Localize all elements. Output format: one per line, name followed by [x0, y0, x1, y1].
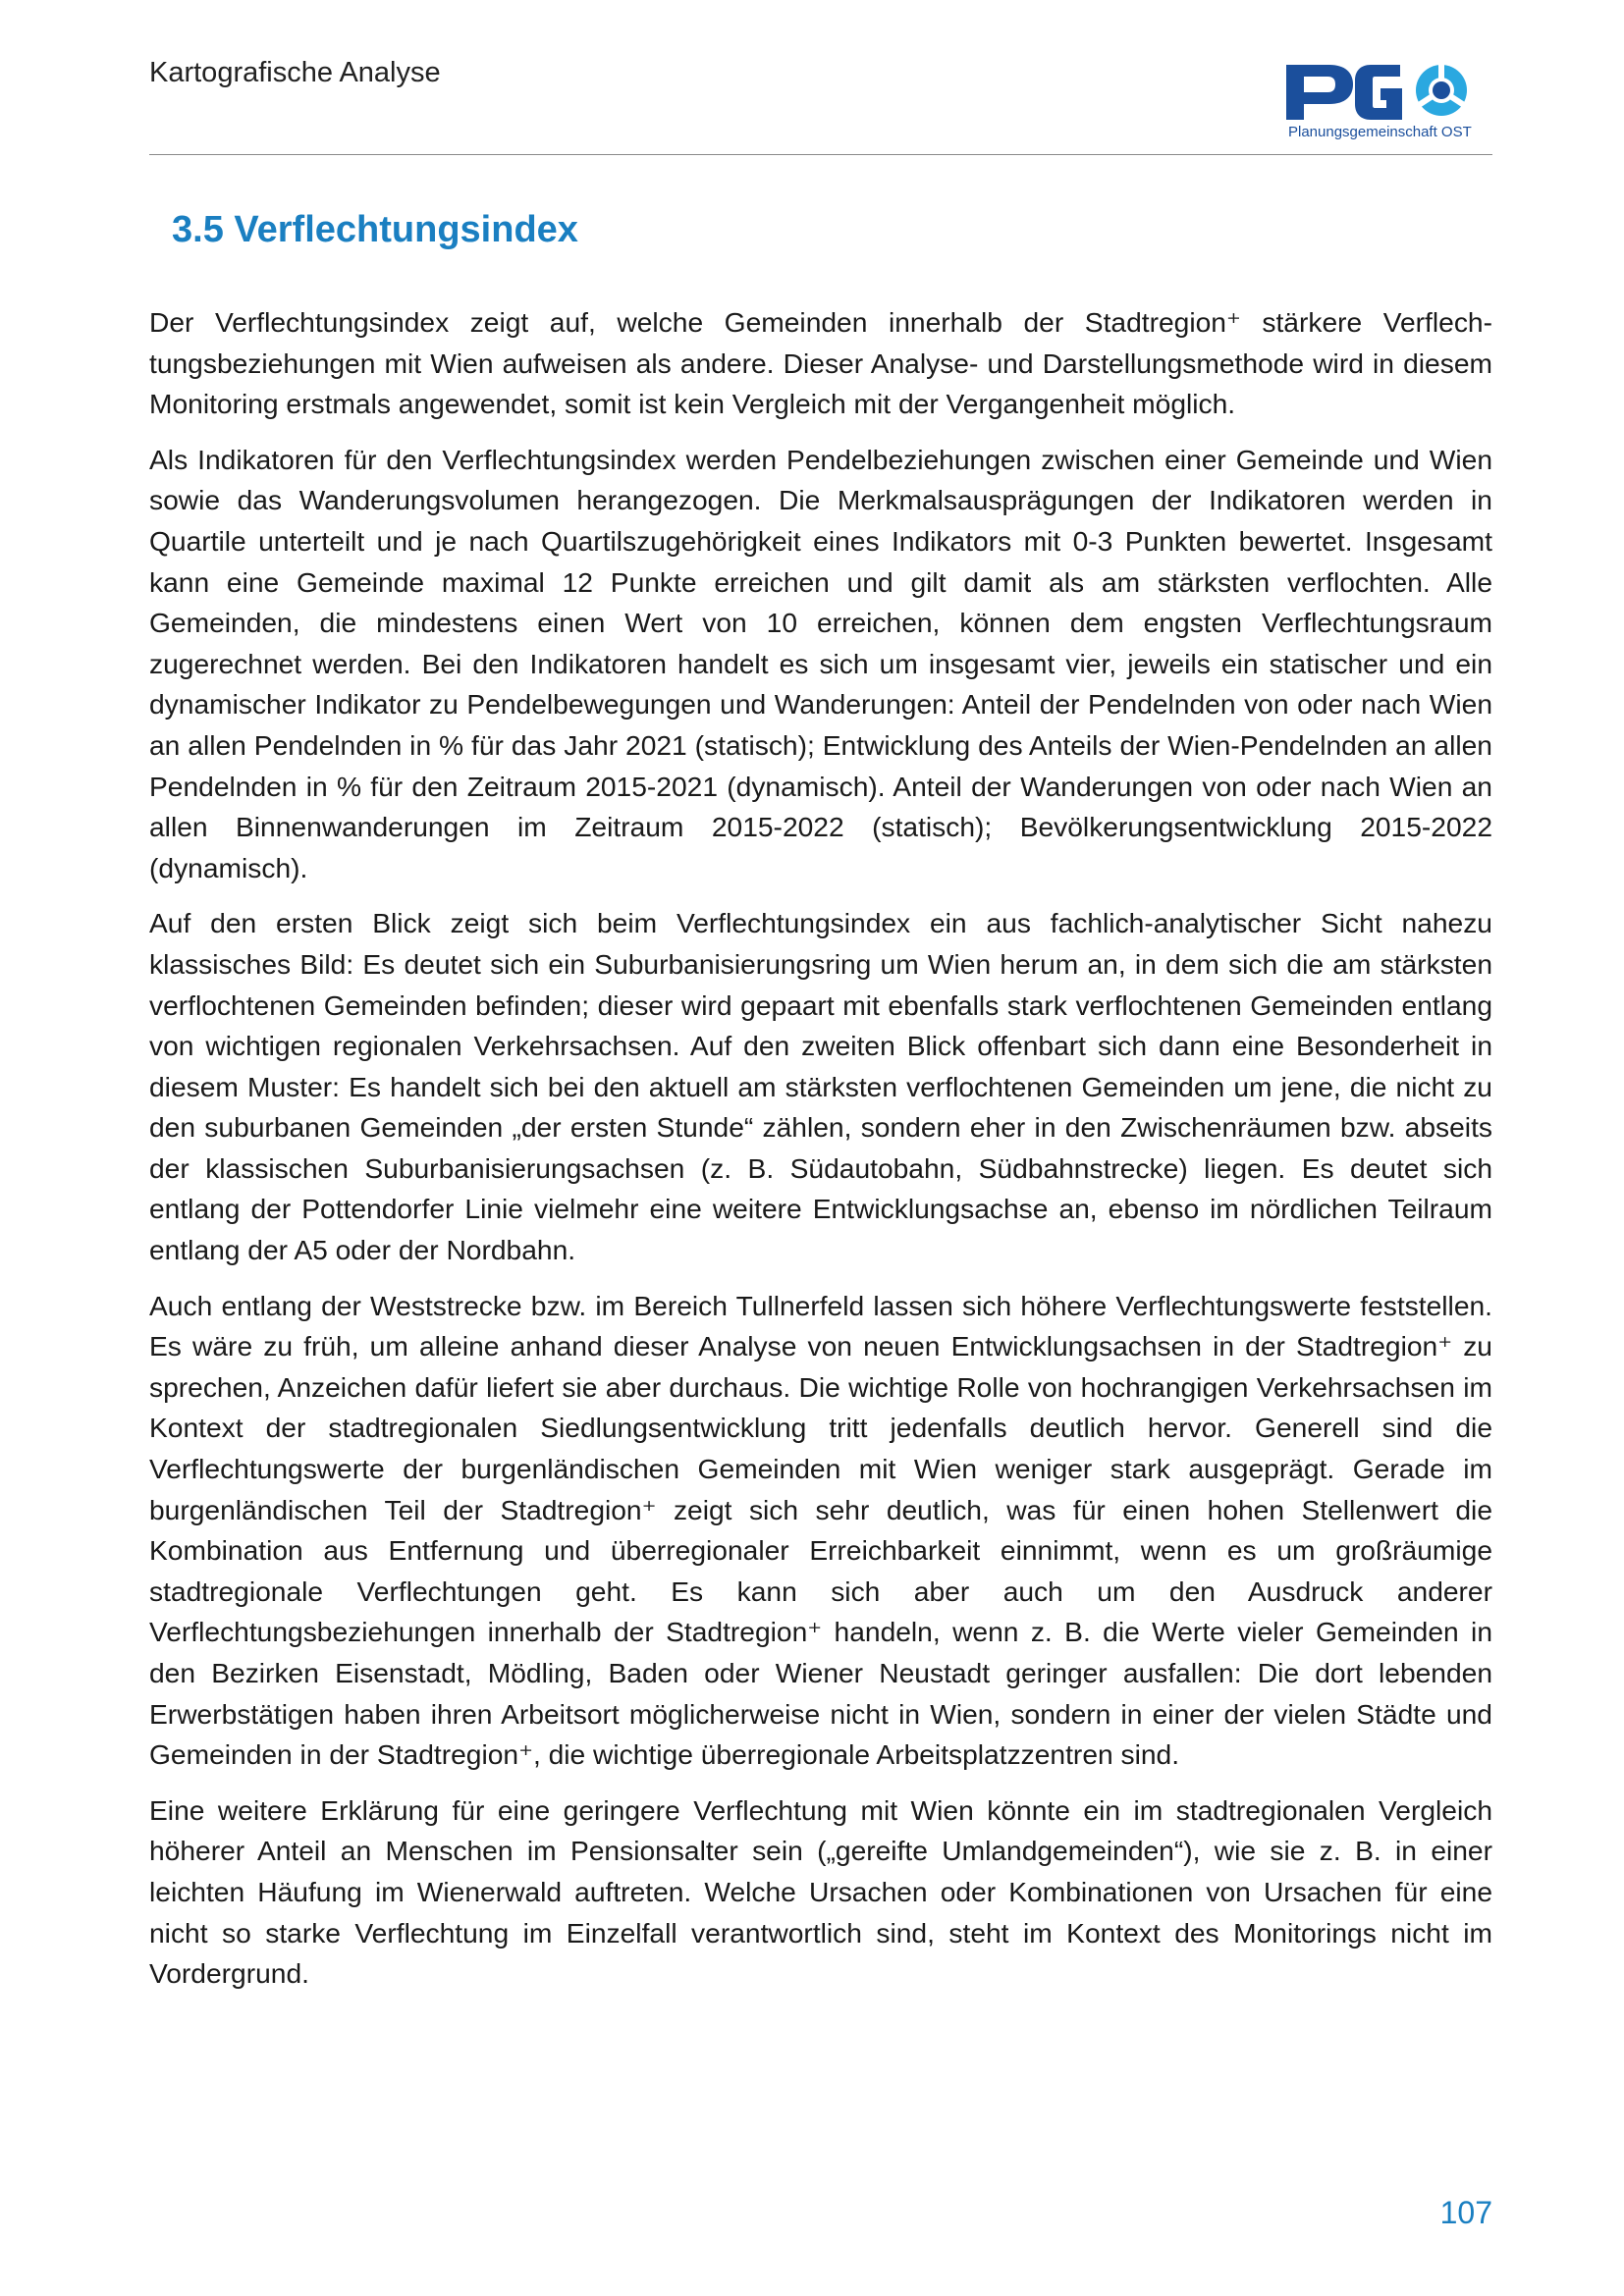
paragraph: Der Verflechtungsindex zeigt auf, welche Gemeinden innerhalb der Stadtregion⁺ stärkere Verflechtungsbeziehungen mit Wien aufweisen als andere. Dieser Analyse- und Darstellungsmethode wird in diesem Monitoring erstmals angewendet, somit ist kein Vergleich mit der Vergangenheit möglich. — [149, 306, 1492, 420]
pgo-logo-mark — [1284, 59, 1492, 124]
paragraph: Als Indikatoren für den Verflechtungsindex werden Pendelbeziehungen zwischen einer Gemeinde und Wien sowie das Wanderungsvolumen herangezogen. Die Merkmalsausprägungen der Indikatoren werden in Quartile unterteilt und je nach Quartilszugehörigkeit eines Indikators mit 0-3 Punkten bewertet. Insgesamt kann eine Gemeinde maximal 12 Punkte erreichen und gilt damit als am stärksten verflochten. Alle Gemeinden, die mindestens einen Wert von 10 erreichen, können dem engsten Verflechtungsraum zugerechnet werden. Bei den Indikatoren handelt es sich um insgesamt vier, jeweils ein statischer und ein dynamischer Indikator zu Pendelbewegungen und Wanderungen: Anteil der Pendelnden von oder nach Wien an allen Pendelnden in % für das Jahr 2021 (statisch); Entwicklung des Anteils der Wien-Pendelnden an allen Pendelnden in % für den Zeitraum 2015-2021 (dynamisch). Anteil der Wanderungen von oder nach Wien an allen Binnenwanderungen im Zeitraum 2015-2022 (statisch); Bevölkerungsentwicklung 2015-2022 (dynamisch). — [149, 443, 1492, 883]
running-header: Kartografische Analyse — [149, 57, 441, 88]
page-number: 107 — [1439, 2195, 1492, 2230]
paragraph: Auch entlang der Weststrecke bzw. im Bereich Tullnerfeld lassen sich höhere Verflechtungswerte feststellen. Es wäre zu früh, um alleine anhand dieser Analyse von neuen Entwicklungsachsen in der Stadtregion⁺ zu sprechen, Anzeichen dafür liefert sie aber durchaus. Die wichtige Rolle von hochrangigen Verkehrsachsen im Kontext der stadtregionalen Siedlungsentwicklung tritt jedenfalls deutlich hervor. Generell sind die Verflechtungswerte der burgenländischen Gemeinden mit Wien weniger stark ausgeprägt. Gerade im burgenländischen Teil der Stadtregion⁺ zeigt sich sehr deutlich, was für einen hohen Stellenwert die Kombination aus Entfernung und überregionaler Erreichbarkeit einnimmt, wenn es um großräumige stadtregionale Verflechtungen geht. Es kann sich aber auch um den Ausdruck anderer Verflechtungsbeziehungen innerhalb der Stadtregion⁺ handeln, wenn z. B. die Werte vieler Gemeinden in den Bezirken Eisenstadt, Mödling, Baden oder Wiener Neustadt geringer ausfallen: Die dort lebenden Erwerbstätigen haben ihren Arbeitsort möglicherweise nicht in Wien, sondern in einer der vielen Städte und Gemeinden in der Stadtregion⁺, die wichtige überregionale Arbeitsplatzzentren sind. — [149, 1289, 1492, 1771]
paragraph: Auf den ersten Blick zeigt sich beim Verflechtungsindex ein aus fachlich-analytischer Sicht nahezu klassisches Bild: Es deutet sich ein Suburbanisierungsring um Wien herum an, in dem sich die am stärksten verflochtenen Gemeinden befinden; dieser wird gepaart mit ebenfalls stark verflochtenen Gemeinden entlang von wichtigen regionalen Verkehrsachsen. Auf den zweiten Blick offenbart sich dann eine Besonderheit in diesem Muster: Es handelt sich bei den aktuell am stärksten verflochtenen Gemeinden um jene, die nicht zu den suburbanen Gemeinden „der ersten Stunde“ zählen, sondern eher in den Zwischenräumen bzw. abseits der klassischen Suburbanisierungsachsen (z. B. Südautobahn, Südbahnstrecke) liegen. Es deutet sich entlang der Pottendorfer Linie vielmehr eine weitere Entwicklungsachse an, ebenso im nördlichen Teilraum entlang der A5 oder der Nordbahn. — [149, 907, 1492, 1266]
header-divider — [149, 154, 1492, 155]
body-text — [149, 302, 1492, 2009]
pgo-logo — [1284, 59, 1492, 147]
logo-subtitle: Planungsgemeinschaft OST — [1288, 124, 1472, 140]
section-title: 3.5 Verflechtungsindex — [172, 209, 578, 250]
paragraph: Eine weitere Erklärung für eine geringere Verflechtung mit Wien könnte ein im stadtregionalen Vergleich höherer Anteil an Menschen im Pensionsalter sein („gereifte Umlandgemeinden“), wie sie z. B. in einer leichten Häufung im Wienerwald auftreten. Welche Ursachen oder Kombinationen von Ursachen für eine nicht so starke Verflechtung im Einzelfall verantwortlich sind, steht im Kontext des Monitorings nicht im Vordergrund. — [149, 1793, 1492, 1990]
